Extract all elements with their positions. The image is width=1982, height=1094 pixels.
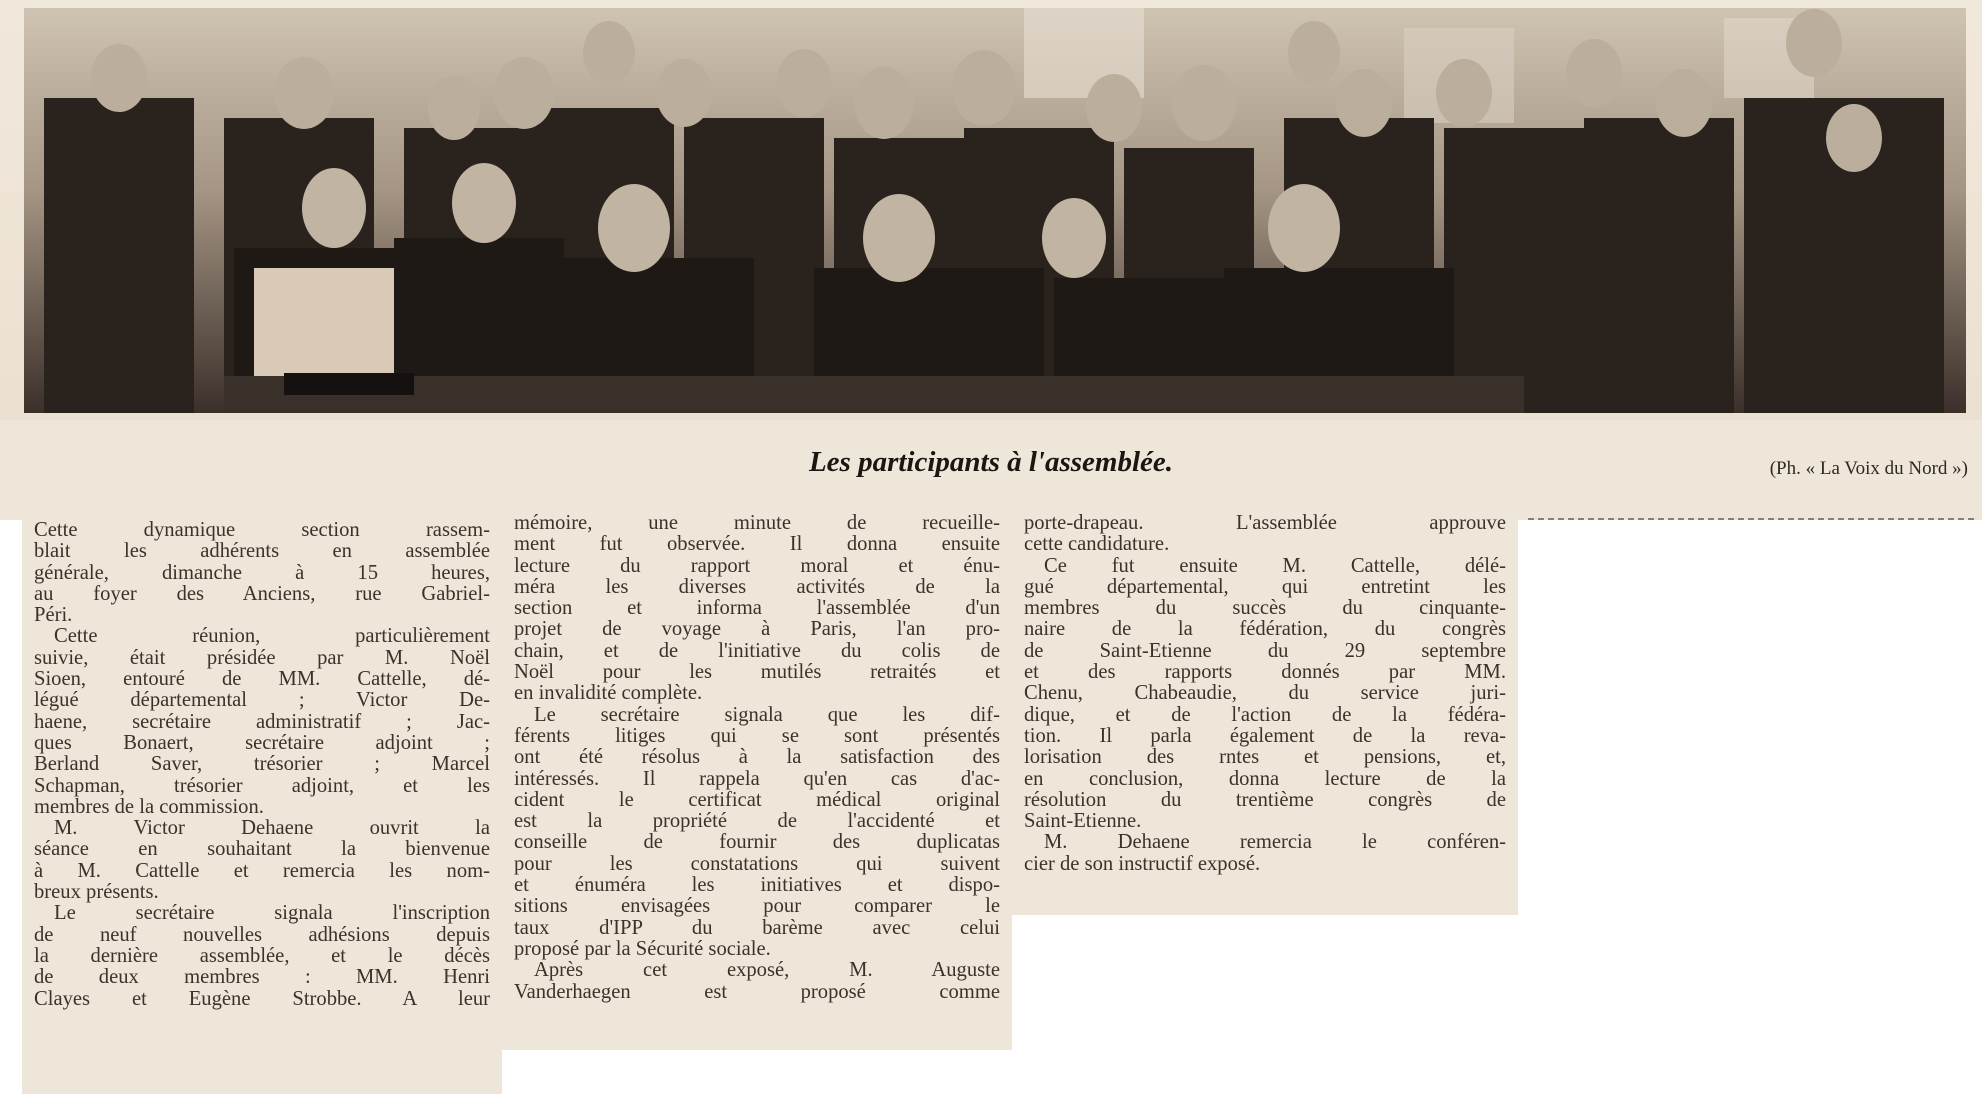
article-line: Ce fut ensuite M. Cattelle, délé-: [1044, 554, 1506, 577]
article-line: tion. Il parla également de la reva-: [1024, 724, 1506, 747]
article-line: lorisation des rntes et pensions, et,: [1024, 746, 1506, 769]
article-line: proposé par la Sécurité sociale.: [514, 937, 771, 960]
group-photo: [24, 8, 1966, 413]
article-line: chain, et de l'initiative du colis de: [514, 639, 1000, 662]
article-line: dique, et de l'action de la fédéra-: [1024, 703, 1506, 726]
article-line: en conclusion, donna lecture de la: [1024, 767, 1506, 790]
article-line: Schapman, trésorier adjoint, et les: [34, 774, 490, 797]
article-line: Cette dynamique section rassem-: [34, 519, 490, 541]
article-line: au foyer des Anciens, rue Gabriel-: [34, 582, 490, 605]
article-line: blait les adhérents en assemblée: [34, 540, 490, 563]
article-line: Sioen, entouré de MM. Cattelle, dé-: [34, 668, 490, 691]
photo-credit: (Ph. « La Voix du Nord »): [1769, 458, 1968, 479]
article-line: Noël pour les mutilés retraités et: [514, 661, 1000, 684]
article-line: séance en souhaitant la bienvenue: [34, 838, 490, 861]
article-line: membres du succès du cinquante-: [1024, 597, 1506, 620]
article-line: et énuméra les initiatives et dispo-: [514, 874, 1000, 897]
article-line: ont été résolus à la satisfaction des: [514, 746, 1000, 769]
article-line: mémoire, une minute de recueille-: [514, 512, 1000, 534]
photo-caption: Les participants à l'assemblée.: [808, 446, 1174, 478]
article-line: de neuf nouvelles adhésions depuis: [34, 923, 490, 946]
article-line: de deux membres : MM. Henri: [34, 966, 490, 989]
article-column-2: [502, 505, 1012, 1050]
photo-strip: [0, 0, 1982, 420]
article-line: taux d'IPP du barème avec celui: [514, 916, 1000, 939]
article-line: Péri.: [34, 604, 73, 627]
article-line: membres de la commission.: [34, 795, 264, 818]
article-line: sitions envisagées pour comparer le: [514, 895, 1000, 918]
group-photo-figures: [24, 8, 1966, 413]
article-column-1: [22, 512, 502, 1094]
article-line: section et informa l'assemblée d'un: [514, 597, 1000, 620]
article-line: porte-drapeau. L'assemblée approuve: [1024, 512, 1506, 534]
article-line: cident le certificat médical original: [514, 788, 1000, 811]
article-line: gué départemental, qui entretint les: [1024, 575, 1506, 598]
article-line: Cette réunion, particulièrement: [54, 625, 490, 648]
article-line: Le secrétaire signala que les dif-: [534, 703, 1000, 726]
article-line: Vanderhaegen est proposé comme: [514, 980, 1000, 1003]
column-rule: [1528, 518, 1974, 520]
article-line: méra les diverses activités de la: [514, 575, 1000, 598]
article-line: la dernière assemblée, et le décès: [34, 944, 490, 967]
article-line: pour les constatations qui suivent: [514, 852, 1000, 875]
article-line: intéressés. Il rappela qu'en cas d'ac-: [514, 767, 1000, 790]
article-line: ques Bonaert, secrétaire adjoint ;: [34, 731, 490, 754]
article-line: à M. Cattelle et remercia les nom-: [34, 859, 490, 882]
article-line: Berland Saver, trésorier ; Marcel: [34, 753, 490, 776]
article-line: conseille de fournir des duplicatas: [514, 831, 1000, 854]
article-line: Après cet exposé, M. Auguste: [534, 959, 1000, 982]
article-line: Le secrétaire signala l'inscription: [54, 902, 490, 925]
article-line: férents litiges qui se sont présentés: [514, 724, 1000, 747]
article-column-3: [1012, 505, 1518, 915]
article-line: suivie, était présidée par M. Noël: [34, 646, 490, 669]
article-line: projet de voyage à Paris, l'an pro-: [514, 618, 1000, 641]
article-line: ment fut observée. Il donna ensuite: [514, 533, 1000, 556]
article-line: résolution du trentième congrès de: [1024, 788, 1506, 811]
article-line: en invalidité complète.: [514, 682, 703, 705]
article-line: est la propriété de l'accidenté et: [514, 810, 1000, 833]
article-line: de Saint-Etienne du 29 septembre: [1024, 639, 1506, 662]
article-line: et des rapports donnés par MM.: [1024, 661, 1506, 684]
article-line: légué départemental ; Victor De-: [34, 689, 490, 712]
article-line: lecture du rapport moral et énu-: [514, 554, 1000, 577]
article-line: haene, secrétaire administratif ; Jac-: [34, 710, 490, 733]
article-line: générale, dimanche à 15 heures,: [34, 561, 490, 584]
article-line: Clayes et Eugène Strobbe. A leur: [34, 987, 490, 1010]
article-line: cette candidature.: [1024, 533, 1170, 556]
article-line: M. Victor Dehaene ouvrit la: [54, 817, 490, 840]
article-line: Chenu, Chabeaudie, du service juri-: [1024, 682, 1506, 705]
article-line: naire de la fédération, du congrès: [1024, 618, 1506, 641]
article-line: Saint-Etienne.: [1024, 810, 1142, 833]
article-line: breux présents.: [34, 881, 159, 904]
article-line: cier de son instructif exposé.: [1024, 852, 1261, 875]
article-line: M. Dehaene remercia le conféren-: [1044, 831, 1506, 854]
